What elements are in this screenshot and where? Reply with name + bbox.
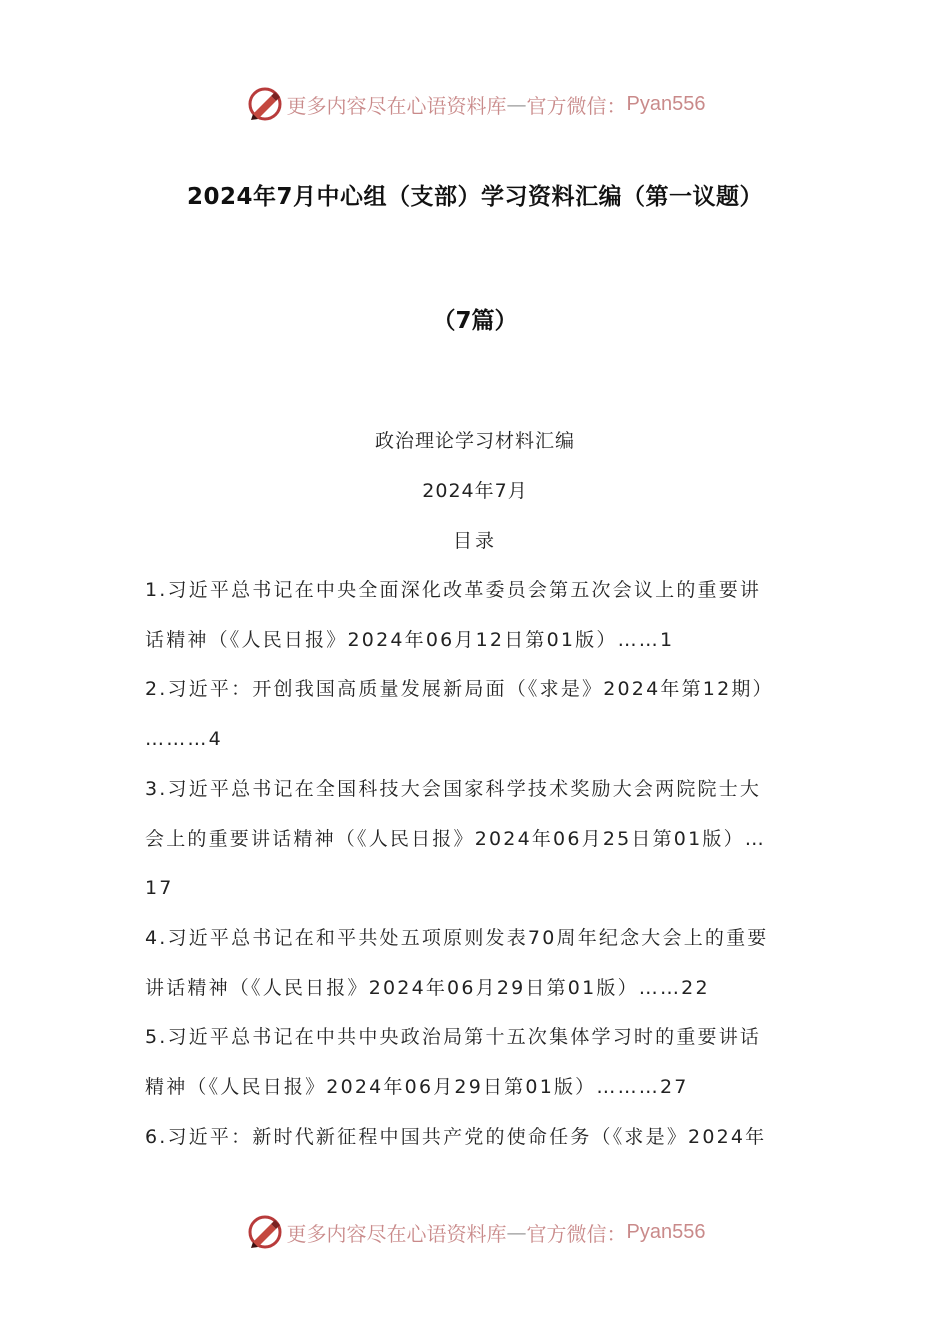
footer-banner bbox=[0, 1210, 950, 1254]
toc-item-3[interactable] bbox=[145, 765, 810, 914]
banner-slogan: 更多内容尽在心语资料库 bbox=[286, 93, 507, 118]
pen-seal-logo-icon bbox=[245, 1212, 285, 1252]
toc-line: 4.习近平总书记在和平共处五项原则发表70周年纪念大会上的重要 bbox=[145, 926, 769, 949]
toc-line: 6.习近平：新时代新征程中国共产党的使命任务（《求是》2024年 bbox=[145, 1125, 767, 1148]
toc-line: 讲话精神（《人民日报》2024年06月29日第01版）……22 bbox=[145, 976, 710, 999]
banner-slogan: 更多内容尽在心语资料库 bbox=[286, 1221, 507, 1246]
banner-wechat-id: Pyan556 bbox=[626, 92, 706, 115]
toc-item-6[interactable] bbox=[145, 1113, 810, 1163]
banner-wechat-id: Pyan556 bbox=[626, 1220, 706, 1243]
toc-heading: 目录 bbox=[452, 530, 497, 552]
banner-separator: — bbox=[506, 1220, 527, 1244]
banner-wechat-label: 官方微信： bbox=[526, 1221, 627, 1246]
banner-wechat-label: 官方微信： bbox=[526, 93, 627, 118]
toc-line: 3.习近平总书记在全国科技大会国家科学技术奖励大会两院院士大 bbox=[145, 777, 762, 800]
document-date: 2024年7月 bbox=[422, 480, 528, 502]
toc-item-1[interactable] bbox=[145, 566, 810, 665]
toc-item-2[interactable] bbox=[145, 665, 810, 764]
table-of-contents bbox=[145, 566, 810, 1162]
banner-separator: — bbox=[506, 92, 527, 116]
toc-line: 话精神（《人民日报》2024年06月12日第01版）……1 bbox=[145, 628, 675, 651]
toc-line: 5.习近平总书记在中共中央政治局第十五次集体学习时的重要讲话 bbox=[145, 1026, 762, 1049]
toc-line: 1.习近平总书记在中央全面深化改革委员会第五次会议上的重要讲 bbox=[145, 579, 762, 601]
document-article-count: （7篇） bbox=[432, 308, 518, 334]
document-title: 2024年7月中心组（支部）学习资料汇编（第一议题） bbox=[186, 184, 764, 210]
toc-line: 17 bbox=[145, 877, 174, 900]
toc-line: ………4 bbox=[145, 728, 223, 751]
pen-seal-logo-icon bbox=[245, 84, 285, 124]
document-subject: 政治理论学习材料汇编 bbox=[374, 430, 575, 452]
toc-item-5[interactable] bbox=[145, 1013, 810, 1112]
header-banner bbox=[0, 82, 950, 126]
toc-line: 会上的重要讲话精神（《人民日报》2024年06月25日第01版）… bbox=[145, 827, 766, 850]
toc-item-4[interactable] bbox=[145, 914, 810, 1013]
toc-line: 2.习近平：开创我国高质量发展新局面（《求是》2024年第12期） bbox=[145, 678, 774, 701]
toc-line: 精神（《人民日报》2024年06月29日第01版）………27 bbox=[145, 1076, 689, 1099]
